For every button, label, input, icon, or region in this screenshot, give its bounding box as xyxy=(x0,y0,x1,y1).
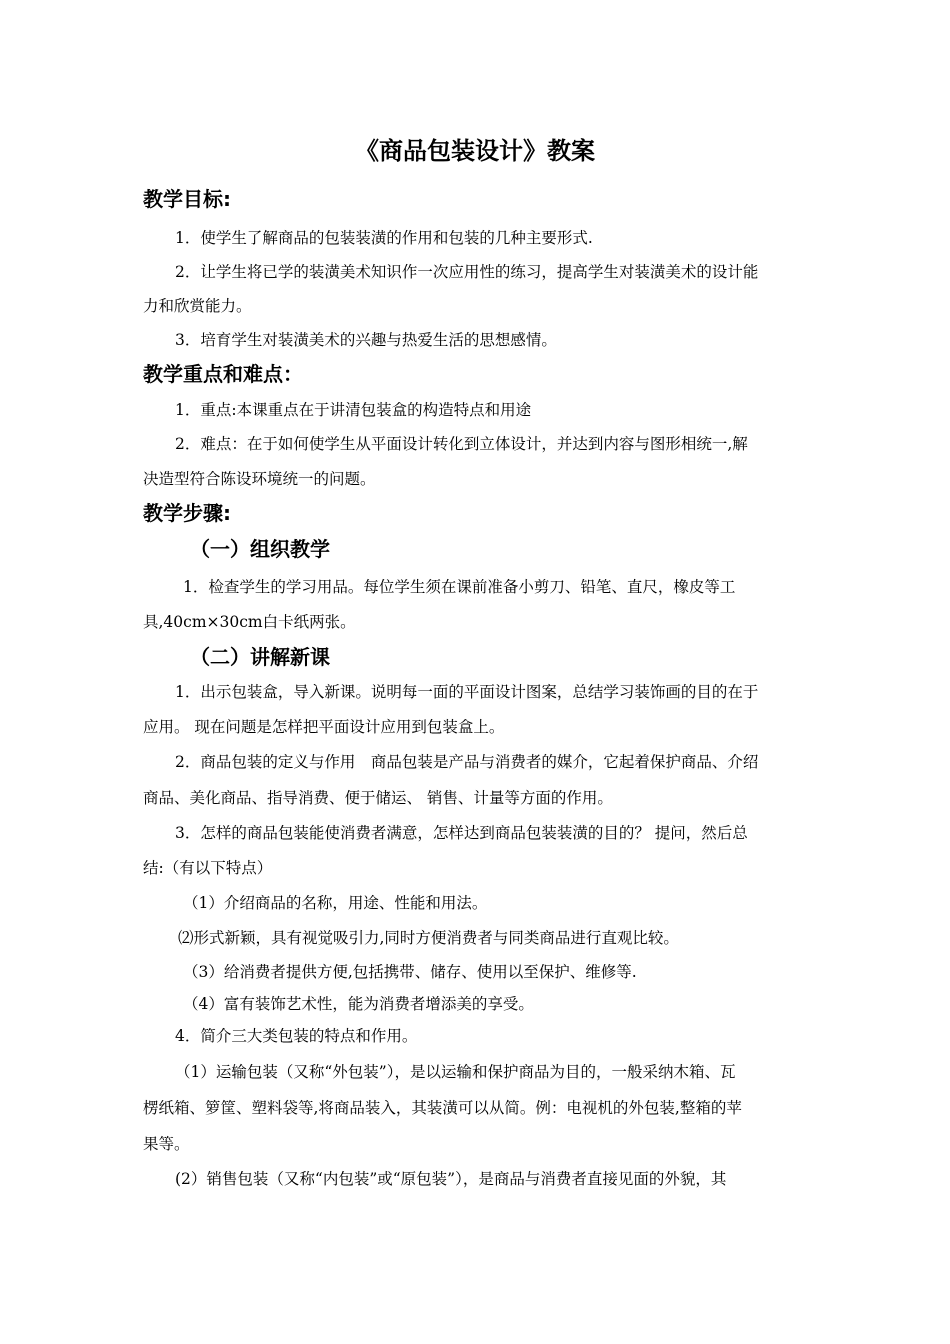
paragraph-line: 4．简介三大类包装的特点和作用。 xyxy=(175,1027,418,1045)
paragraph-line: 2．难点：在于如何使学生从平面设计转化到立体设计，并达到内容与图形相统一,解 xyxy=(175,435,748,453)
paragraph-line: 3．怎样的商品包装能使消费者满意，怎样达到商品包装装潢的目的？ 提问，然后总 xyxy=(175,824,748,842)
subsection-heading-new-lesson: （二）讲解新课 xyxy=(190,645,330,669)
section-heading-objectives: 教学目标: xyxy=(143,187,231,211)
paragraph-line: 3．培育学生对装潢美术的兴趣与热爱生活的思想感情。 xyxy=(175,331,557,349)
paragraph-line: 果等。 xyxy=(143,1135,190,1153)
paragraph-line: 2．商品包装的定义与作用 商品包装是产品与消费者的媒介，它起着保护商品、介绍 xyxy=(175,753,759,771)
list-item: ⑵形式新颖，具有视觉吸引力,同时方便消费者与同类商品进行直观比较。 xyxy=(178,929,679,947)
section-heading-steps: 教学步骤: xyxy=(143,501,231,525)
list-item: （3）给消费者提供方便,包括携带、储存、使用以至保护、维修等. xyxy=(183,963,637,981)
paragraph-line: 1．检查学生的学习用品。每位学生须在课前准备小剪刀、铅笔、直尺，橡皮等工 xyxy=(183,578,736,596)
paragraph-line: 商品、美化商品、指导消费、便于储运、 销售、计量等方面的作用。 xyxy=(143,789,613,807)
list-item: （1）介绍商品的名称，用途、性能和用法。 xyxy=(183,894,488,912)
section-heading-key-points: 教学重点和难点： xyxy=(143,362,303,386)
document-title: 《商品包装设计》教案 xyxy=(355,137,595,165)
paragraph-line: 具,40cm×30cm白卡纸两张。 xyxy=(143,613,356,631)
paragraph-line: 1．使学生了解商品的包装装潢的作用和包装的几种主要形式. xyxy=(175,229,593,247)
subsection-heading-organize: （一）组织教学 xyxy=(190,537,330,561)
paragraph-line: 1．重点:本课重点在于讲清包装盒的构造特点和用途 xyxy=(175,401,532,419)
paragraph-line: 力和欣赏能力。 xyxy=(143,297,252,315)
paragraph-line: 1．出示包装盒，导入新课。说明每一面的平面设计图案，总结学习装饰画的目的在于 xyxy=(175,683,759,701)
paragraph-line: 决造型符合陈设环境统一的问题。 xyxy=(143,470,376,488)
paragraph-line: 应用。 现在问题是怎样把平面设计应用到包装盒上。 xyxy=(143,718,505,736)
paragraph-line: 2．让学生将已学的装潢美术知识作一次应用性的练习，提高学生对装潢美术的设计能 xyxy=(175,263,759,281)
list-item: (2）销售包装（又称“内包装”或“原包装”），是商品与消费者直接见面的外貌，其 xyxy=(175,1170,727,1188)
list-item: （4）富有装饰艺术性，能为消费者增添美的享受。 xyxy=(183,995,534,1013)
paragraph-line: 结:（有以下特点） xyxy=(143,859,273,877)
list-item: （1）运输包装（又称“外包装”），是以运输和保护商品为目的，一般采纳木箱、瓦 xyxy=(175,1063,736,1081)
paragraph-line: 楞纸箱、箩筐、塑料袋等,将商品装入，其装潢可以从简。例：电视机的外包装,整箱的苹 xyxy=(143,1099,742,1117)
